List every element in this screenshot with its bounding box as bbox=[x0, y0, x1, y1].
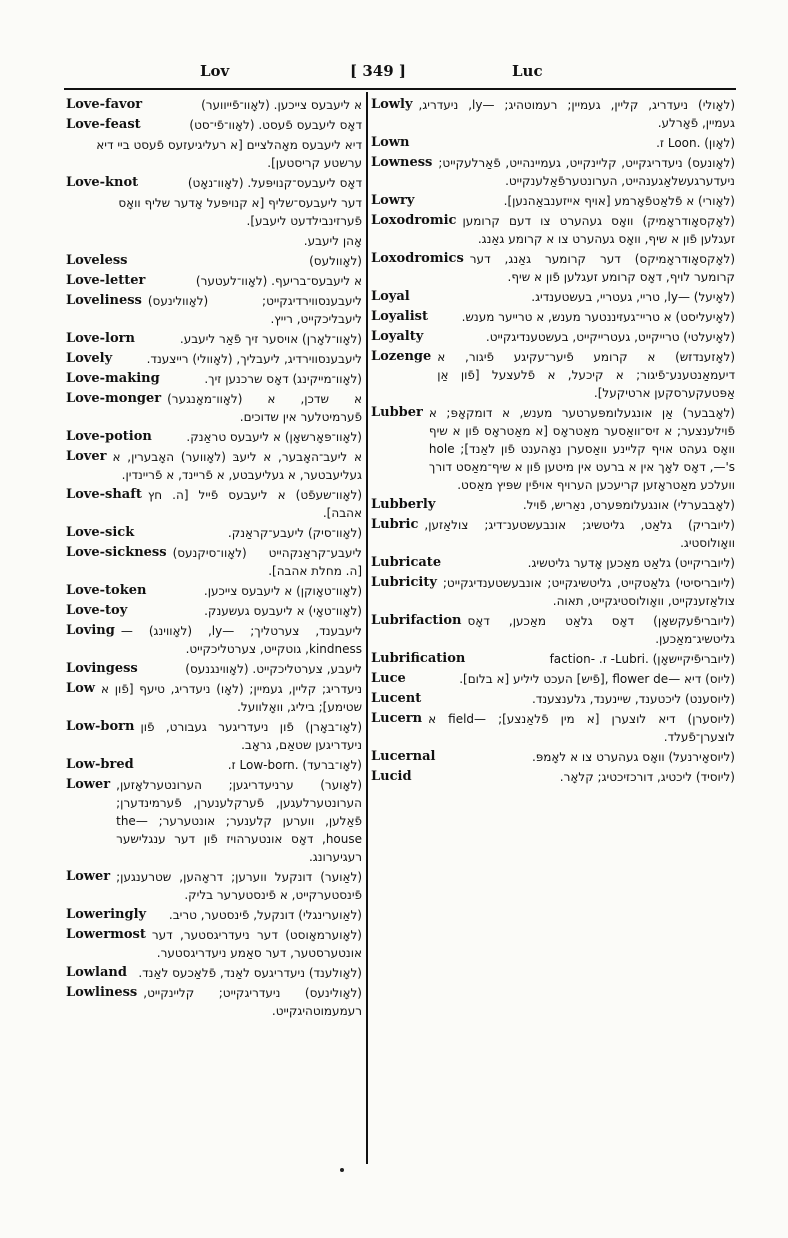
dictionary-entry bbox=[371, 154, 735, 190]
entry-definition: (לאָוו־לאָרן) אויסער זיך פֿאַר ליעבע. bbox=[179, 332, 362, 346]
dictionary-entry bbox=[66, 680, 362, 716]
entry-headword: Love-shaft bbox=[66, 487, 142, 502]
dictionary-entry bbox=[371, 96, 735, 132]
entry-headword: Lowly bbox=[371, 97, 413, 112]
dictionary-entry bbox=[66, 756, 362, 774]
entry-definition: (ליוסערן) דיא לוצערן [א מין פֿלאַנצע]; —field א לוצערן־פֿעלד. bbox=[428, 712, 735, 744]
entry-headword: Lubric bbox=[371, 517, 419, 532]
dictionary-entry bbox=[66, 174, 362, 192]
dictionary-entry bbox=[66, 370, 362, 388]
entry-definition: (לאָוולעס) bbox=[309, 254, 362, 268]
entry-headword: Lovingess bbox=[66, 661, 138, 676]
entry-headword: Low-bred bbox=[66, 757, 134, 772]
entry-headword: Lucern bbox=[371, 711, 423, 726]
entry-definition: (לאָקסאָודראָמיק) וואָס געהערט צו דעם קרומען זעגלען פֿון א שיף, וואָס געהערט צו א קרומע גאַנג. bbox=[462, 214, 735, 246]
entry-headword: Lowland bbox=[66, 965, 127, 980]
entry-headword: Love-lorn bbox=[66, 331, 135, 346]
entry-definition: (לאָבבער) אַן אונגעלומפּערטער מענש, א דומקאָפּ; א פֿוילענצער; א זיס־וואַסער מאַטראָס [א מאַטראָס פֿון א שיף וואָס געהט אויף קליינע וואַסערן נאָהענט פֿון לאַנד]; hole —'s, דאָס לאָך אין א ברעט אין מיטען פֿון א שיף־מאַסט דורך וועלכע מאַטראָזען קריעכען הערויף אויפֿין שפּיץ מאַסט. bbox=[428, 406, 735, 492]
entry-headword: Luce bbox=[371, 671, 406, 686]
entry-headword: Lubricity bbox=[371, 575, 437, 590]
entry-definition: (לאָוו־טאָי) א ליעבעס געשענק. bbox=[204, 604, 362, 618]
entry-definition: (לאָוו־שעפֿט) א ליעבעס פֿייל [ה. חץ אהבה]. bbox=[147, 488, 362, 520]
entry-headword: Lubrifaction bbox=[371, 613, 462, 628]
entry-definition: (ליובריקייט) גלאַט מאַכען אָדער גליטשיג. bbox=[527, 556, 735, 570]
right-guide-word: Luc bbox=[512, 62, 543, 80]
entry-definition: ליעבענסווירדיג, ליעבליך, (לאָוולי) רייצענד. bbox=[146, 352, 362, 366]
entry-headword: Lovely bbox=[66, 351, 113, 366]
entry-definition: (לאָון) .Loon ז. bbox=[656, 136, 735, 150]
dictionary-entry bbox=[66, 544, 362, 580]
entry-headword: Loyal bbox=[371, 289, 410, 304]
entry-definition: (לאָו־ברעד) .Low-born ז. bbox=[227, 758, 362, 772]
entry-definition: (ליובריסיטי) גלאַטקייט, גליטשיגקייט; אונבעשטענדיגקייט; צולאַזענקייט, וואָולוסטיגקייט, תאוה. bbox=[442, 576, 735, 608]
dictionary-entry bbox=[371, 348, 735, 402]
dictionary-entry bbox=[66, 926, 362, 962]
dictionary-entry bbox=[371, 288, 735, 306]
dictionary-entry bbox=[371, 574, 735, 610]
entry-definition: (לאָוו־סיק) ליעבע־קראַנק. bbox=[227, 526, 362, 540]
entry-continuation: דיא ליעבעס מאָהלציים [א רעליגיעזעס פֿעסט ביי דיא ערשטע קריסטען]. bbox=[96, 138, 362, 170]
entry-headword: Lucent bbox=[371, 691, 422, 706]
dictionary-entry bbox=[371, 690, 735, 708]
entry-definition: ליעבענסווירדיגקייט; (לאָוולינעס) ליעבליכקייט, רייץ. bbox=[147, 294, 362, 326]
left-guide-word: Lov bbox=[200, 62, 230, 80]
entry-headword: Love-feast bbox=[66, 117, 141, 132]
entry-headword: Love-toy bbox=[66, 603, 128, 618]
entry-headword: Lowness bbox=[371, 155, 433, 170]
dictionary-entry bbox=[66, 96, 362, 114]
dictionary-entry bbox=[371, 768, 735, 786]
dictionary-entry bbox=[66, 622, 362, 658]
entry-headword: Love-knot bbox=[66, 175, 139, 190]
dictionary-entry bbox=[66, 486, 362, 522]
entry-headword: Lubricate bbox=[371, 555, 442, 570]
entry-definition: (לאָו־באָרן) פֿון ניעדריגער געבורט, פֿון ניעדריגען שטאַם, גראָב. bbox=[140, 720, 362, 752]
entry-definition: א ליעבעס צייכען. (לאָוו־פֿייווער) bbox=[201, 98, 362, 112]
dictionary-entry bbox=[66, 390, 362, 426]
entry-headword: Love-letter bbox=[66, 273, 146, 288]
entry-definition: ליעבע־קראַנקהייט (לאָוו־סיקנעס) [ה. מחלת אהבה]. bbox=[172, 546, 362, 578]
entry-definition: (לאָוו־מייקינג) דאָס שרכנען זיך. bbox=[204, 372, 362, 386]
entry-definition: (לאָבבערלי) אונגעלומפּערט, נאַריש, פֿויל. bbox=[522, 498, 735, 512]
dictionary-entry bbox=[66, 116, 362, 134]
entry-headword: Loving bbox=[66, 623, 115, 638]
entry-definition: (לאָיעליסט) א טריי־געזיננטער מענש, א טרייער מענש. bbox=[461, 310, 735, 324]
dictionary-entry bbox=[371, 496, 735, 514]
dictionary-entry bbox=[371, 250, 735, 286]
dictionary-entry bbox=[371, 516, 735, 552]
dictionary-entry bbox=[66, 292, 362, 328]
entry-headword: Love-token bbox=[66, 583, 147, 598]
entry-definition: (לאָונעס) ניעדריגקייט, קליינקייט, געמיינהייט, פֿאַרלעקייט; ניעדערגעשלאַגענהייט, הערונטערפֿאַלענקייט. bbox=[438, 156, 735, 188]
entry-definition: דאָס ליעבעס־קנויפּעל. (לאָוו־נאָט) bbox=[187, 176, 362, 190]
entry-definition: (לאָוו־פּאָרשאָן) א ליעבעס טראַנק. bbox=[186, 430, 362, 444]
entry-headword: Lower bbox=[66, 869, 111, 884]
entry-definition: (ליוס) דיא —flower de ,[פֿיש] העכט ליליע [א בלום]. bbox=[459, 672, 735, 686]
entry-headword: Lucernal bbox=[371, 749, 436, 764]
entry-definition: (ליוסיד) ליכטיג, דורכזיכטיג; קלאָר. bbox=[559, 770, 735, 784]
dictionary-entry bbox=[371, 212, 735, 248]
entry-headword: Love-sickness bbox=[66, 545, 167, 560]
entry-headword: Love-sick bbox=[66, 525, 135, 540]
entry-continuation: דער ליעבעס־שליף [א קנויפּעל אָדער שליף וואָס פֿערזינבילדעט ליעבע]. bbox=[118, 196, 362, 228]
entry-headword: Loxodromic bbox=[371, 213, 457, 228]
dictionary-entry bbox=[66, 984, 362, 1020]
dictionary-entry bbox=[66, 660, 362, 678]
entry-headword: Lozenge bbox=[371, 349, 432, 364]
dictionary-entry bbox=[66, 602, 362, 620]
entry-headword: Lowermost bbox=[66, 927, 146, 942]
entry-definition: (ליובריפֿיקיישאָן) .Lubri- ז. -faction bbox=[549, 652, 735, 666]
dictionary-entry bbox=[371, 710, 735, 746]
entry-headword: Lucid bbox=[371, 769, 412, 784]
dictionary-entry bbox=[66, 272, 362, 290]
entry-headword: Loxodromics bbox=[371, 251, 464, 266]
entry-definition: (לאָולי) ניעדריג, קליין, געמיין; רעמוטהיג; —ly, ניעדריג, געמיין, פֿאָרלע. bbox=[418, 98, 735, 130]
dictionary-entry bbox=[66, 776, 362, 866]
entry-headword: Loyalist bbox=[371, 309, 428, 324]
dictionary-entry bbox=[66, 252, 362, 270]
dictionary-entry bbox=[66, 350, 362, 368]
dictionary-entry bbox=[371, 650, 735, 668]
dictionary-entry bbox=[371, 612, 735, 648]
entry-definition: דאָס ליעבעס פֿעסט. (לאָוו־פֿי־סט) bbox=[189, 118, 362, 132]
entry-headword: Love-making bbox=[66, 371, 160, 386]
entry-headword: Lown bbox=[371, 135, 410, 150]
entry-headword: Love-potion bbox=[66, 429, 152, 444]
entry-headword: Low-born bbox=[66, 719, 135, 734]
entry-headword: Lubrification bbox=[371, 651, 466, 666]
dictionary-entry bbox=[66, 868, 362, 904]
entry-headword: Loveliness bbox=[66, 293, 142, 308]
entry-definition: ליעבענד, צערטליך; —ly, (לאָווינג) —kindness, גוטקייט, צערטליכקייט. bbox=[120, 624, 362, 656]
dictionary-entry bbox=[66, 524, 362, 542]
dictionary-entry bbox=[371, 192, 735, 210]
entry-definition: (לאָוו־טאָוקן) א ליעבעס צייכען. bbox=[203, 584, 362, 598]
entry-continuation: אָהן ליעבע. bbox=[303, 234, 362, 248]
column-divider bbox=[366, 92, 368, 1164]
entry-headword: Loweringly bbox=[66, 907, 147, 922]
dictionary-entry bbox=[371, 404, 735, 494]
dictionary-entry bbox=[371, 328, 735, 346]
dictionary-entry bbox=[66, 964, 362, 982]
entry-definition: (לאָיעל) —ly, טריי, געטריי, בעשטענדיג. bbox=[531, 290, 735, 304]
entry-definition: (לאָורי) א פֿלאַטפֿאָרמע [אויף אייזענבאַהנען]. bbox=[503, 194, 735, 208]
entry-definition: (ליוסאָירנעל) וואָס געהערט צו א לאָמפּ. bbox=[531, 750, 735, 764]
entry-definition: (לאָולינעס) ניעדריגקייט; קליינקייט, רעמעמוטהיגקייט. bbox=[143, 986, 362, 1018]
entry-headword: Lowry bbox=[371, 193, 415, 208]
entry-headword: Love-monger bbox=[66, 391, 162, 406]
entry-definition: (ליובריפֿעקשאָן) דאָס גלאַט מאַכען, דאָס גליטשיג־מאַכען. bbox=[467, 614, 735, 646]
dictionary-entry bbox=[66, 582, 362, 600]
entry-definition: (לאַוערינגלי) דונקעל, פֿינסטער, טריב. bbox=[168, 908, 362, 922]
entry-definition: (לאָוער) ערניעדריגען; הערונטערלאָזען, הערונטערלעגען, פֿערקלענערן, פֿערמינדערן; פֿאַלען, ווערען קלענער; אונטערער; the—house, דאָס אונטערהויז פֿון דער ענגלישער רעגיערונג. bbox=[116, 778, 362, 864]
entry-definition: ליעבע, צערטליכקייט. (לאָווינגנעס) bbox=[185, 662, 362, 676]
entry-definition: (ליוסענט) ליכטענד, שיינענד, גלענצענד. bbox=[531, 692, 735, 706]
dictionary-entry bbox=[66, 428, 362, 446]
right-column bbox=[371, 96, 735, 788]
header-rule bbox=[64, 88, 736, 90]
dictionary-entry bbox=[371, 554, 735, 572]
entry-definition: א ליעב־האָבער, א ליעבּ (לאָווער) האָבערין, א געליעבטער, א געליעבטע, א פֿריינד, א פֿריינדין. bbox=[112, 450, 362, 482]
entry-definition: (לאָולענד) ניעדריגעס לאַנד, פֿלאַכעס לאַנד. bbox=[138, 966, 362, 980]
page-number: [ 349 ] bbox=[350, 62, 406, 80]
entry-definition: (לאָזענדזש) א קרומע פֿיער־עקיגע פֿיגור, א דיעמאַנטענע־פֿיגור; א קיכעל, א פֿלעצעל [פֿון אַן אַפּטעקערסקען ארטיקעל]. bbox=[437, 350, 735, 400]
entry-headword: Lubber bbox=[371, 405, 423, 420]
entry-definition: (לאָוערמאָוסט) דער ניעדריגסטער, דער אונטערסטער, דער סאַמע ניעדריגסטער. bbox=[151, 928, 362, 960]
entry-headword: Loveless bbox=[66, 253, 128, 268]
dictionary-entry bbox=[371, 748, 735, 766]
footer-mark bbox=[340, 1168, 344, 1172]
dictionary-entry bbox=[66, 448, 362, 484]
entry-definition: א שדכן, א (לאָוו־מאָנגער) פֿערמיטלער אין שדוכים. bbox=[167, 392, 362, 424]
dictionary-entry bbox=[371, 134, 735, 152]
dictionary-entry bbox=[66, 718, 362, 754]
entry-headword: Lubberly bbox=[371, 497, 436, 512]
entry-headword: Lover bbox=[66, 449, 107, 464]
entry-definition: (לאָקסאָודראָמיקס) דער קרומער גאַנג, דער קרומער לויף, דאָס קרומע זעגלען פֿון א שיף. bbox=[469, 252, 735, 284]
dictionary-entry bbox=[371, 670, 735, 688]
entry-headword: Lower bbox=[66, 777, 111, 792]
dictionary-entry bbox=[371, 308, 735, 326]
entry-definition: ניעדריג; קליין, געמיין; (לאָו) ניעדריג, טיעף [פֿון א שטימע]; ביליג, וואָלוועל. bbox=[101, 682, 362, 714]
entry-headword: Loyalty bbox=[371, 329, 424, 344]
entry-headword: Low bbox=[66, 681, 96, 696]
entry-definition: (לאָיעלטי) טרייקייט, געטרייקייט, בעשטענדיגקייט. bbox=[485, 330, 735, 344]
entry-headword: Love-favor bbox=[66, 97, 143, 112]
dictionary-entry bbox=[66, 330, 362, 348]
dictionary-entry bbox=[66, 906, 362, 924]
left-column bbox=[66, 96, 362, 1022]
entry-definition: א ליעבעס־בריעף. (לאָוו־לעטער) bbox=[195, 274, 362, 288]
entry-headword: Lowliness bbox=[66, 985, 138, 1000]
entry-definition: (ליובריק) גלאַט, גליטשיג; אונבעשטענ־דיג; צולאַזען, וואָולוסטיג. bbox=[424, 518, 735, 550]
entry-definition: (לאַוער) דונקעל ווערען; דראָהען, שטרענגען; פֿינסטערקייט, א פֿינסטערער בליק. bbox=[116, 870, 362, 902]
